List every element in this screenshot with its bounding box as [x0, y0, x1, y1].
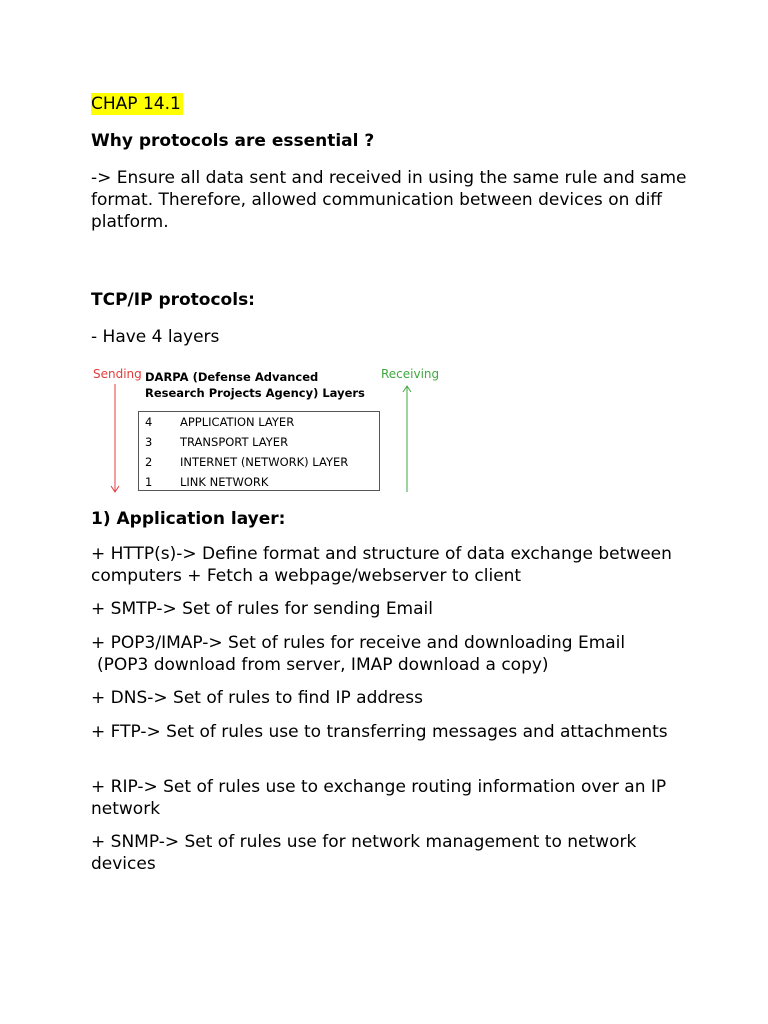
layer-name: INTERNET (NETWORK) LAYER [180, 455, 349, 469]
layer-table [138, 411, 380, 491]
section-heading-tcpip: TCP/IP protocols: [91, 290, 255, 310]
protocol-item-pop3-imap: + POP3/IMAP-> Set of rules for receive and downloading Email [91, 633, 626, 653]
protocol-item-ftp: + FTP-> Set of rules use to transferring messages and attachments [91, 722, 668, 742]
layer-name: TRANSPORT LAYER [180, 435, 289, 449]
section-heading-protocols-essential: Why protocols are essential ? [91, 131, 375, 151]
darpa-layers-diagram [91, 364, 451, 496]
layer-number: 1 [145, 475, 153, 489]
receiving-arrow-icon [401, 384, 413, 492]
receiving-label: Receiving [381, 367, 440, 381]
protocol-item-dns: + DNS-> Set of rules to find IP address [91, 688, 423, 708]
layer-number: 3 [145, 435, 153, 449]
layer-row [139, 412, 379, 432]
section-heading-application-layer: 1) Application layer: [91, 509, 286, 529]
protocol-item-pop3-imap-note: (POP3 download from server, IMAP download a copy) [97, 655, 549, 675]
protocol-item-http: + HTTP(s)-> Define format and structure of data exchange between computers + Fetch a webpage/webserver to client [91, 544, 672, 586]
layer-row [139, 432, 379, 452]
protocol-item-rip: + RIP-> Set of rules use to exchange routing information over an IP network [91, 777, 667, 819]
layer-row [139, 452, 379, 472]
protocol-item-smtp: + SMTP-> Set of rules for sending Email [91, 599, 433, 619]
layer-number: 2 [145, 455, 153, 469]
protocol-item-snmp: + SNMP-> Set of rules use for network management to network devices [91, 832, 637, 874]
chapter-label: CHAP 14.1 [91, 94, 181, 114]
layer-row [139, 472, 379, 492]
tcpip-intro-text: - Have 4 layers [91, 327, 220, 347]
sending-label: Sending [93, 367, 142, 381]
sending-arrow-icon [109, 384, 121, 496]
layer-number: 4 [145, 415, 153, 429]
layer-name: APPLICATION LAYER [180, 415, 295, 429]
section-body-protocols-essential: -> Ensure all data sent and received in using the same rule and same format. Therefore, allowed communication between devices on diff platform. [91, 168, 687, 232]
layer-name: LINK NETWORK [180, 475, 269, 489]
darpa-title: DARPA (Defense Advanced Research Projects Agency) Layers [145, 370, 365, 400]
